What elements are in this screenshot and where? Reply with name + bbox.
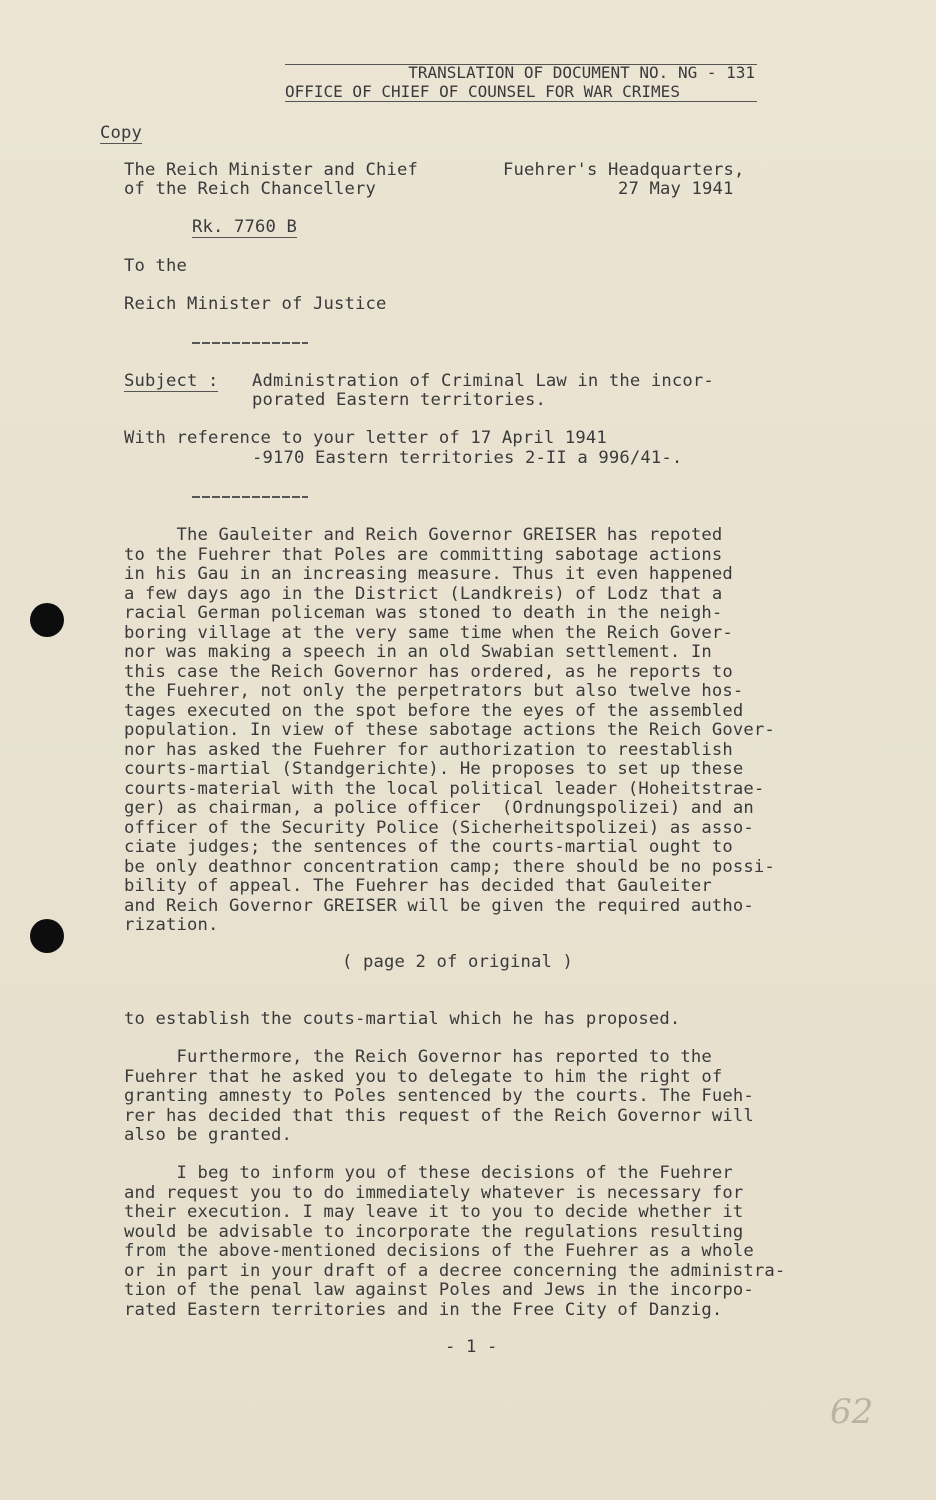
p1-line-10: tages executed on the spot before the eyes of the assembled <box>124 700 744 721</box>
p3-line-1: I beg to inform you of these decisions of the Fuehrer <box>124 1163 733 1183</box>
p1-line-17: ciate judges; the sentences of the courts-martial ought to <box>124 837 733 857</box>
sender-line-2: of the Reich Chancellery <box>124 179 376 199</box>
subject-label <box>124 372 218 392</box>
p2-line-4: rer has decided that this request of the Reich Governor will <box>124 1105 754 1126</box>
separator-1 <box>192 342 308 344</box>
subject-line-2: porated Eastern territories. <box>252 390 546 410</box>
p3-line-4: would be advisable to incorporate the regulations resulting <box>124 1221 744 1242</box>
p1-line-4: a few days ago in the District (Landkreis) of Lodz that a <box>124 583 723 604</box>
punch-hole-top <box>30 603 64 637</box>
p1-line-21: rization. <box>124 915 219 935</box>
p1-line-16: officer of the Security Police (Sicherheitspolizei) as asso- <box>124 817 754 838</box>
p2-line-2: Fuehrer that he asked you to delegate to him the right of <box>124 1066 723 1087</box>
header-line-1: TRANSLATION OF DOCUMENT NO. NG - 131 <box>408 63 755 82</box>
reference-line-2: -9170 Eastern territories 2-II a 996/41-. <box>252 448 683 468</box>
p2-line-1: Furthermore, the Reich Governor has reported to the <box>124 1047 712 1067</box>
page-number: - 1 - <box>445 1337 498 1357</box>
copy-label-text: Copy <box>100 123 142 143</box>
continuation-line: to establish the couts-martial which he has proposed. <box>124 1009 681 1029</box>
body-paragraph-2 <box>124 1048 754 1146</box>
reference-number <box>192 218 297 238</box>
p1-line-9: the Fuehrer, not only the perpetrators but also twelve hos- <box>124 681 744 701</box>
p1-line-5: racial German policeman was stoned to death in the neigh- <box>124 603 723 623</box>
p1-line-13: courts-martial (Standgerichte). He proposes to set up these <box>124 759 744 779</box>
p1-line-8: this case the Reich Governor has ordered, as he reports to <box>124 661 733 682</box>
page-break-note: ( page 2 of original ) <box>342 952 573 972</box>
p3-line-3: their execution. I may leave it to you to decide whether it <box>124 1202 744 1222</box>
p3-line-6: or in part in your draft of a decree concerning the administra- <box>124 1260 786 1281</box>
p1-line-18: be only deathnor concentration camp; there should be no possi- <box>124 856 775 877</box>
p1-line-2: to the Fuehrer that Poles are committing sabotage actions <box>124 544 723 565</box>
p2-line-5: also be granted. <box>124 1125 292 1145</box>
punch-hole-bottom <box>30 919 64 953</box>
recipient-name: Reich Minister of Justice <box>124 294 387 314</box>
p3-line-5: from the above-mentioned decisions of the Fuehrer as a whole <box>124 1241 754 1261</box>
copy-label <box>100 124 142 144</box>
p2-line-3: granting amnesty to Poles sentenced by the courts. The Fueh- <box>124 1086 754 1106</box>
sender-line-1: The Reich Minister and Chief <box>124 160 418 180</box>
p3-line-2: and request you to do immediately whatever is necessary for <box>124 1182 744 1203</box>
p1-line-15: ger) as chairman, a police officer (Ordnungspolizei) and an <box>124 798 754 818</box>
subject-line-1: Administration of Criminal Law in the incor- <box>252 371 714 391</box>
p3-line-8: rated Eastern territories and in the Free City of Danzig. <box>124 1299 723 1320</box>
separator-2 <box>192 496 308 498</box>
place-line: Fuehrer's Headquarters, <box>503 160 745 180</box>
p1-line-20: and Reich Governor GREISER will be given the required autho- <box>124 895 754 916</box>
p3-line-7: tion of the penal law against Poles and Jews in the incorpo- <box>124 1280 754 1300</box>
p1-line-19: bility of appeal. The Fuehrer has decided that Gauleiter <box>124 876 712 896</box>
reference-number-text: Rk. 7760 B <box>192 217 297 237</box>
body-paragraph-1 <box>124 526 775 936</box>
reference-line-1: With reference to your letter of 17 April 1941 <box>124 428 607 448</box>
archive-number: 62 <box>830 1392 874 1432</box>
recipient-to: To the <box>124 256 187 276</box>
header-line-2: OFFICE OF CHIEF OF COUNSEL FOR WAR CRIMES <box>285 82 757 102</box>
p1-line-12: nor has asked the Fuehrer for authorization to reestablish <box>124 739 733 760</box>
p1-line-14: courts-material with the local political leader (Hoheitstrae- <box>124 778 765 799</box>
p1-line-7: nor was making a speech in an old Swabian settlement. In <box>124 642 712 662</box>
subject-label-text: Subject : <box>124 371 219 391</box>
date-line: 27 May 1941 <box>618 179 734 199</box>
p1-line-1: The Gauleiter and Reich Governor GREISER has repoted <box>124 525 723 545</box>
p1-line-3: in his Gau in an increasing measure. Thus it even happened <box>124 564 733 584</box>
body-paragraph-3 <box>124 1164 785 1320</box>
p1-line-11: population. In view of these sabotage actions the Reich Gover- <box>124 720 775 740</box>
p1-line-6: boring village at the very same time when the Reich Gover- <box>124 622 733 643</box>
